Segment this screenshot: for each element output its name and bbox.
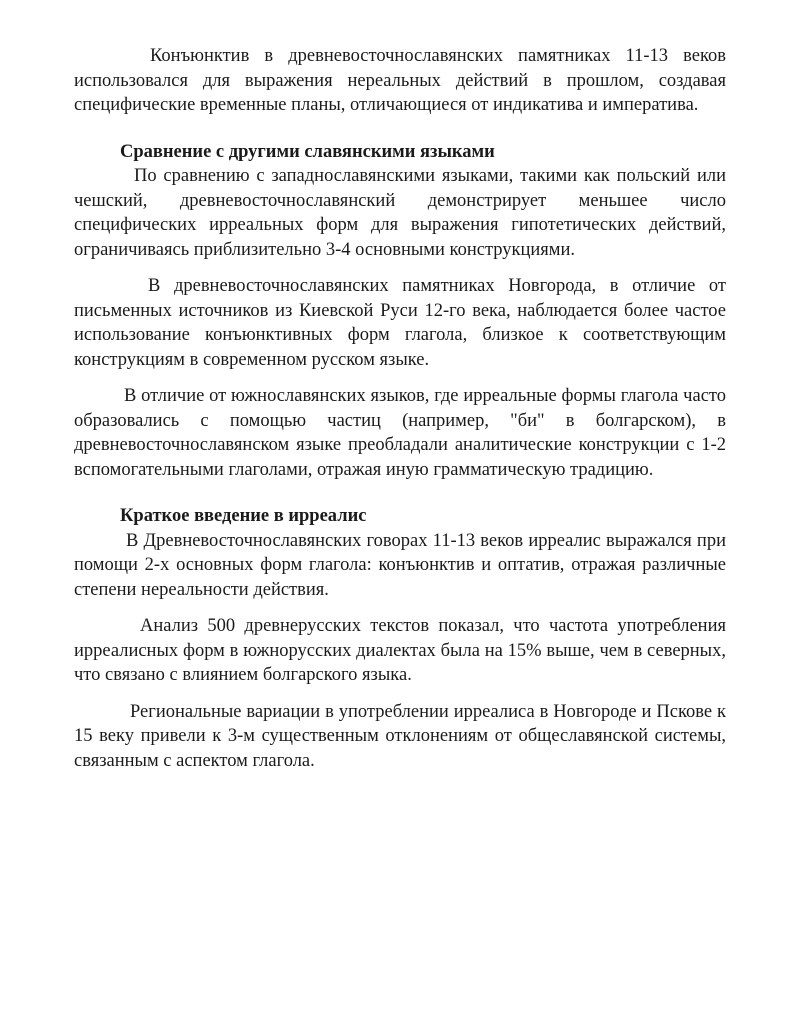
paragraph-analysis: Анализ 500 древнерусских текстов показал, что частота употребления ирреалисных форм в южнорусских диалектах была на 15% выше, чем в северных, что связано с влиянием болгарского языка.	[74, 616, 726, 685]
spacer	[74, 602, 726, 614]
spacer	[74, 372, 726, 384]
section-heading-comparison: Сравнение с другими славянскими языками	[120, 141, 495, 162]
paragraph-konjunktiv: Конъюнктив в древневосточнославянских памятниках 11-13 веков использовался для выражения нереальных действий в прошлом, создавая специфические временные планы, отличающиеся от индикатива и императива.	[74, 46, 726, 115]
paragraph-west-slavic: По сравнению с западнославянскими языками, такими как польский или чешский, древневосточнославянский демонстрирует меньшее число специфических ирреальных форм для выражения гипотетических действий, ограничиваясь приблизительно 3-4 основными конструкциями.	[74, 166, 726, 260]
spacer	[74, 482, 726, 504]
paragraph-irrealis-intro: В Древневосточнославянских говорах 11-13 веков ирреалис выражался при помощи 2-х основных форм глагола: конъюнктив и оптатив, отражая различные степени нереальности действия.	[74, 530, 726, 600]
spacer	[74, 262, 726, 274]
paragraph-novgorod: В древневосточнославянских памятниках Новгорода, в отличие от письменных источников из Киевской Руси 12-го века, наблюдается более частое использование конъюнктивных форм глагола, близкое к соответствующим конструкциям в современном русском языке.	[74, 276, 726, 370]
section-heading-irrealis: Краткое введение в ирреалис	[120, 506, 367, 526]
paragraph-south-slavic: В отличие от южнославянских языков, где ирреальные формы глагола часто образовались с помощью частиц (например, "би" в болгарском), в древневосточнославянском языке преобладали аналитические конструкции с 1-2 вспомогательными глаголами, отражая иную грамматическую традицию.	[74, 386, 726, 480]
paragraph-regional: Региональные вариации в употреблении ирреалиса в Новгороде и Пскове к 15 веку привели к 3-м существенным отклонениям от общеславянской системы, связанным с аспектом глагола.	[74, 701, 726, 771]
spacer	[74, 118, 726, 140]
document-page	[74, 44, 726, 773]
spacer	[74, 688, 726, 700]
